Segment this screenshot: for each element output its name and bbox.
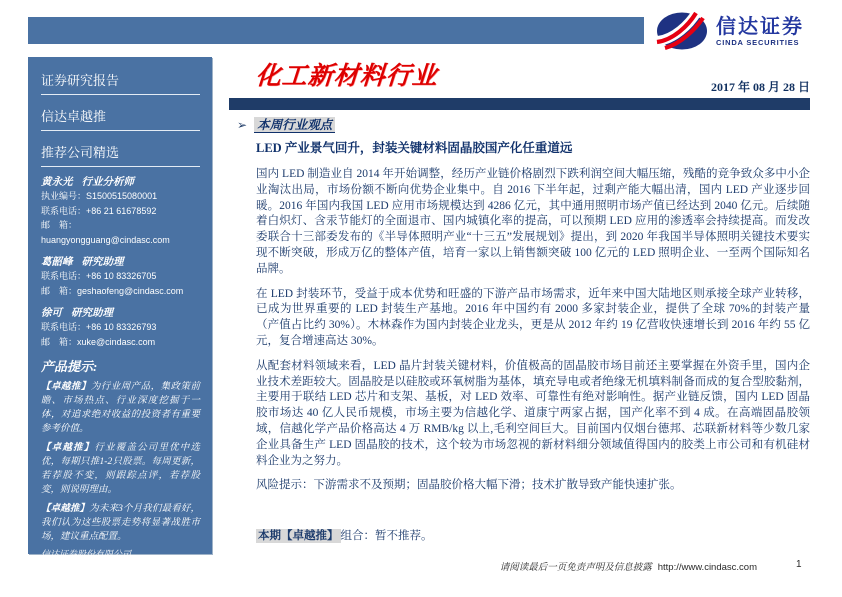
- report-date: 2017 年 08 月 28 日: [710, 80, 810, 94]
- analyst-name-row: [41, 256, 200, 269]
- footer-disclaimer-row: [0, 559, 757, 573]
- field-label: 执业编号：: [41, 191, 87, 201]
- analyst-field: [41, 320, 200, 335]
- page-number: 1: [796, 559, 802, 570]
- product-tips-title: 产品提示:: [41, 359, 98, 374]
- field-label: 邮 箱：: [41, 285, 78, 296]
- company-block: [41, 549, 200, 597]
- cinda-logo: [656, 9, 816, 53]
- postcode-label: 邮编：: [41, 586, 70, 596]
- tip-tag: 【卓越推】: [41, 382, 91, 392]
- field-value: S1500515080001: [86, 191, 158, 201]
- footer-url-link[interactable]: http://www.cindasc.com: [657, 562, 757, 573]
- analyst-role: 研究助理: [71, 308, 113, 319]
- tip-tag: 【卓越推】: [41, 443, 95, 453]
- field-label: 邮 箱：: [41, 336, 78, 347]
- field-value: huangyongguang@cindasc.com: [41, 234, 170, 245]
- product-tip: [41, 380, 200, 436]
- postcode-value: 100031: [69, 585, 102, 596]
- report-headline: LED 产业景气回升，封装关键材料固晶胶国产化任重道远: [256, 141, 573, 155]
- analyst-name: 黄永光: [41, 177, 73, 188]
- company-postcode: [41, 585, 200, 597]
- cinda-logo-icon: [656, 10, 710, 52]
- field-value: +86 10 83326793: [86, 322, 157, 332]
- company-name-en: CINDA SECURITIES CO.,LTD: [41, 559, 170, 571]
- analyst-name: 徐可: [41, 308, 62, 319]
- field-label: 联系电话：: [41, 271, 87, 281]
- analyst-name-row: [41, 176, 200, 189]
- analyst-role: 行业分析师: [81, 177, 134, 188]
- report-body: [256, 138, 810, 543]
- footer-disclaimer: 请阅读最后一页免责声明及信息披露: [499, 563, 652, 573]
- analyst-field: [41, 204, 200, 219]
- analyst-name-row: [41, 307, 200, 320]
- analyst-field: [41, 269, 200, 284]
- logo-name-cn: 信达证券: [716, 15, 804, 38]
- tip-tag: 【卓越推】: [41, 504, 90, 514]
- field-value: xuke@cindasc.com: [77, 336, 156, 347]
- period-text: 组合：暂不推荐。: [340, 530, 433, 543]
- logo-name-en: CINDA SECURITIES: [716, 37, 800, 47]
- body-paragraph: 国内 LED 制造业自 2014 年开始调整，经历产业链价格剧烈下跌利润空间大幅压缩，残酷的竞争致众多中小企业淘汰出局，市场份额不断向优势企业集中。自 2016 下半年起，过剩产能大幅出清，国内 LED 产业逐步回暖。2016 年国内我国 LED 应用市场规模达到 4286 亿元，其中通用照明市场产值已经达到 2040 亿元。后续随着白炽灯、含汞节能灯的全面退市、国内城镇化率的提高，可以预期 LED 应用的渗透率会持续提高。而发改委联合十三部委发布的《半导体照明产业“十三五”发展规划》提出，到 2020 年我国半导体照明关键技术要实现不断突破，形成万亿的整体产值，培育一家以上销售额突破 100 亿元的 LED 照明企业、一至两个国际知名品牌。: [256, 168, 810, 275]
- tip-text: 为行业周产品，集政策前瞻、市场热点、行业深度挖掘于一体，对追求绝对收益的投资者有重要参考价值。: [41, 382, 200, 434]
- analyst-field: [41, 335, 200, 350]
- product-tip: [41, 502, 200, 544]
- sidebar: [28, 57, 212, 596]
- field-value: geshaofeng@cindasc.com: [77, 285, 184, 296]
- arrow-bullet-icon: ➢: [237, 118, 248, 132]
- analyst-field: [41, 218, 200, 247]
- product-tip: [41, 441, 200, 497]
- field-label: 联系电话：: [41, 205, 87, 216]
- period-recommendation: [256, 527, 810, 543]
- period-tag: 本期【卓越推】: [258, 530, 339, 543]
- sidebar-item-cinda-zhuoyuetui: 信达卓越推: [41, 108, 200, 131]
- sidebar-item-research-report: 证券研究报告: [41, 72, 200, 95]
- analyst-role: 研究助理: [81, 257, 124, 268]
- section-title: 本周行业观点: [254, 117, 335, 133]
- header-band: [28, 17, 644, 44]
- analyst-name: 葛韶峰: [41, 257, 73, 268]
- company-address: 北京市西城区闹市口大街9号院1号楼: [41, 570, 186, 581]
- company-name-cn: 信达证券股份有限公司: [41, 549, 132, 559]
- field-value: +86 10 83326705: [86, 271, 157, 281]
- section-header: [237, 115, 335, 133]
- risk-warning: 风险提示：下游需求不及预期；固晶胶价格大幅下滑；技术扩散导致产能快速扩张。: [256, 479, 682, 492]
- title-divider-bar: [229, 98, 810, 110]
- field-label: 联系电话：: [41, 322, 87, 332]
- analyst-field: [41, 189, 200, 204]
- logo-text: [716, 16, 804, 47]
- sidebar-item-recommended-picks: 推荐公司精选: [41, 144, 200, 167]
- field-label: 邮 箱：: [41, 220, 78, 230]
- body-paragraph: 在 LED 封装环节，受益于成本优势和旺盛的下游产品市场需求，近年来中国大陆地区则承接全球产业转移，已成为世界重要的 LED 封装生产基地。2016 年中国约有 2000 多家封装企业，提供了全球 70%的封装产量（产值占比约 30%）。木林森作为国内封装企业龙头，更是从 2012 年约 19 亿营收快速增长到 2016 年约 55 亿元，复合增速高达 30%。: [256, 287, 810, 347]
- analyst-field: [41, 284, 200, 299]
- field-value: +86 21 61678592: [86, 205, 157, 216]
- tip-text: 行业覆盖公司里优中选优，每期只推1-2只股票。每周更新，若荐股不变，则跟踪点评，若荐股变，则说明理由。: [41, 443, 200, 495]
- body-paragraph: 从配套材料领域来看，LED 晶片封装关键材料，价值极高的固晶胶市场目前还主要掌握在外资手里，国内企业技术差距较大。固晶胶是以硅胶或环氧树脂为基体，填充导电或者绝缘无机填料制备而成的复合型胶黏剂，主要用于联结 LED 芯片和支架、基板，对 LED 效率、可靠性有绝对影响性。据产业链反馈，国内 LED 固晶胶市场达 40 亿人民币规模，市场主要为信越化学、道康宁两家占据，国产化率不到 4 成。在高端固晶胶领域，信越化学产品价格高达 4 万 RMB/kg 以上,毛利空间巨大。目前国内仅烟台德邦、芯联新材料等少数几家企业具备生产 LED 固晶胶的技术，这个较为市场忽视的新材料细分领域值得国内的胶类上市公司和有机硅材料企业为之努力。: [256, 359, 810, 467]
- tip-text: 为未来3个月我们最看好，我们认为这些股票走势将显著战胜市场，建议重点配置。: [41, 504, 200, 542]
- report-title: 化工新材料行业: [254, 63, 439, 90]
